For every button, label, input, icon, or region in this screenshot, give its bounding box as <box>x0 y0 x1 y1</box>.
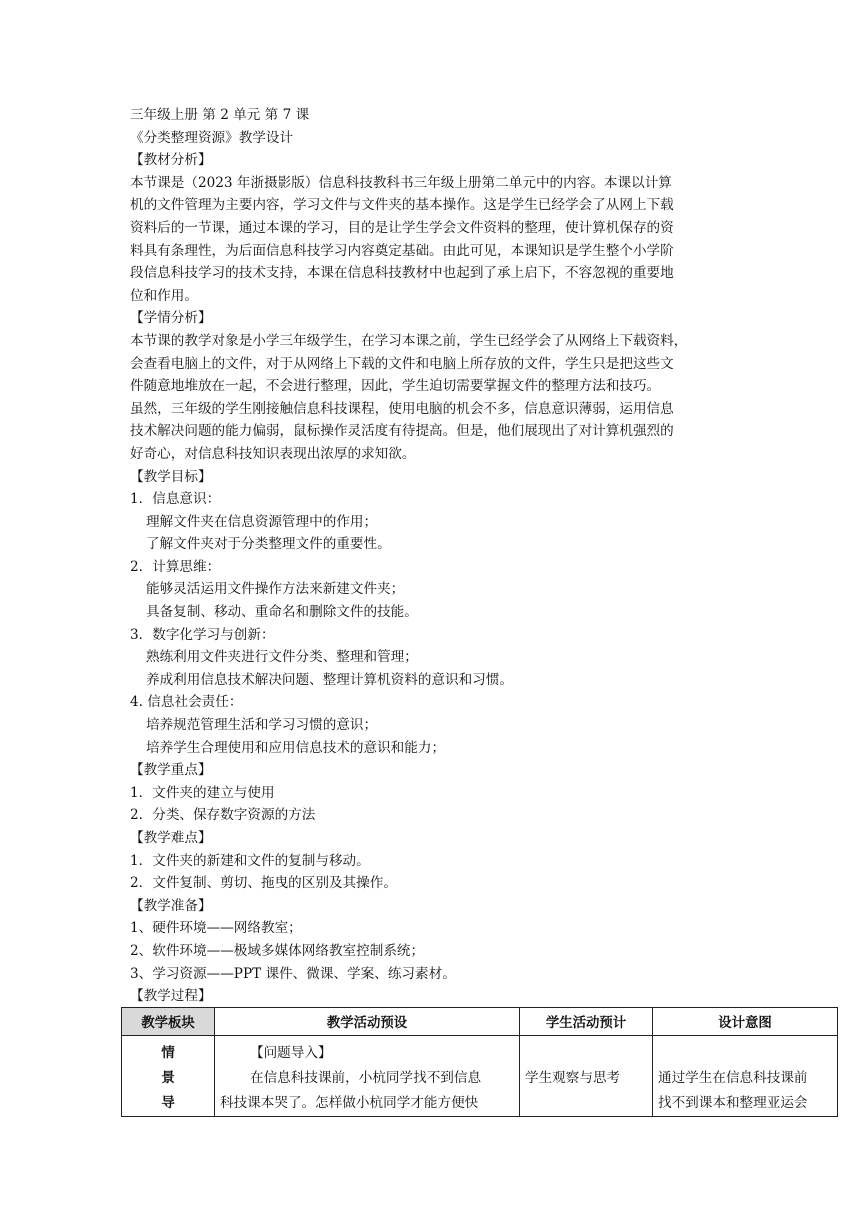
paragraph-line: 资料后的一节课，通过本课的学习，目的是让学生学会文件资料的整理，使计算机保存的资 <box>130 219 674 236</box>
goal-line: 培养学生合理使用和应用信息技术的意识和能力； <box>146 739 446 756</box>
paragraph-line: 料具有条理性，为后面信息科技学习内容奠定基础。由此可见，本课知识是学生整个小学阶 <box>130 242 674 259</box>
goal-line: 熟练利用文件夹进行文件分类、整理和管理； <box>146 649 418 666</box>
document-title: 《分类整理资源》教学设计 <box>130 129 294 146</box>
students-paragraph <box>130 330 740 466</box>
activity-line: 在信息科技课前，小杭同学找不到信息 <box>250 1070 482 1086</box>
activity-heading: 【问题导入】 <box>250 1045 332 1061</box>
paragraph-line: 本节课的教学对象是小学三年级学生，在学习本课之前，学生已经学会了从网络上下载资料， <box>130 332 688 349</box>
key-point-item: 1．文件夹的建立与使用 <box>130 784 275 801</box>
goal-line: 理解文件夹在信息资源管理中的作用； <box>146 513 378 530</box>
block-char: 景 <box>161 1070 175 1086</box>
material-paragraph <box>130 172 740 308</box>
paragraph-line: 件随意地堆放在一起，不会进行整理，因此，学生迫切需要掌握文件的整理方法和技巧。 <box>130 378 661 395</box>
activity-cell <box>215 1036 520 1117</box>
difficulty-item: 2．文件复制、剪切、拖曳的区别及其操作。 <box>130 875 397 892</box>
document-body <box>130 104 740 1008</box>
paragraph-line: 机的文件管理为主要内容，学习文件与文件夹的基本操作。这是学生已经学会了从网上下载 <box>130 197 674 214</box>
teaching-process-table <box>121 1007 838 1117</box>
paragraph-line: 本节课是（2023 年浙摄影版）信息科技教科书三年级上册第二单元中的内容。本课以计算 <box>130 174 672 191</box>
column-header-student: 学生活动预计 <box>520 1008 653 1036</box>
section-heading-process: 【教学过程】 <box>130 988 212 1005</box>
preparation-item: 3、学习资源——PPT 课件、微课、学案、练习素材。 <box>130 965 456 982</box>
key-point-item: 2．分类、保存数字资源的方法 <box>130 807 316 824</box>
goal-line: 养成利用信息技术解决问题、整理计算机资料的意识和习惯。 <box>146 671 514 688</box>
goal-line: 了解文件夹对于分类整理文件的重要性。 <box>146 536 391 553</box>
preparation-item: 2、软件环境——极域多媒体网络教室控制系统； <box>130 942 425 959</box>
section-heading-goals: 【教学目标】 <box>130 468 212 485</box>
block-cell <box>122 1036 215 1117</box>
section-heading-preparation: 【教学准备】 <box>130 897 212 914</box>
paragraph-line: 段信息科技学习的技术支持，本课在信息科技教材中也起到了承上启下，不容忽视的重要地 <box>130 265 674 282</box>
intent-line: 找不到课本和整理亚运会 <box>658 1095 808 1111</box>
intent-line: 通过学生在信息科技课前 <box>658 1070 808 1086</box>
goals-list <box>130 488 740 759</box>
goal-title: 1．信息意识： <box>130 491 221 508</box>
goal-title: 2．计算思维： <box>130 558 221 575</box>
difficulty-item: 1．文件夹的新建和文件的复制与移动。 <box>130 852 370 869</box>
paragraph-line: 会查看电脑上的文件，对于从网络上下载的文件和电脑上所存放的文件，学生只是把这些文 <box>130 355 674 372</box>
column-header-intent: 设计意图 <box>653 1008 838 1036</box>
block-char: 情 <box>161 1045 175 1061</box>
goal-line: 能够灵活运用文件操作方法来新建文件夹； <box>146 581 405 598</box>
course-line: 三年级上册 第 2 单元 第 7 课 <box>130 107 310 123</box>
section-heading-students: 【学情分析】 <box>130 310 212 327</box>
paragraph-line: 虽然，三年级的学生刚接触信息科技课程，使用电脑的机会不多，信息意识薄弱，运用信息 <box>130 400 674 417</box>
design-intent-cell <box>653 1036 838 1117</box>
paragraph-line: 技术解决问题的能力偏弱，鼠标操作灵活度有待提高。但是，他们展现出了对计算机强烈的 <box>130 423 674 440</box>
paragraph-line: 位和作用。 <box>130 287 198 304</box>
goal-line: 培养规范管理生活和学习习惯的意识； <box>146 717 378 734</box>
section-heading-material: 【教材分析】 <box>130 152 212 169</box>
activity-line: 科技课本哭了。怎样做小杭同学才能方便快 <box>220 1095 479 1111</box>
column-header-block: 教学板块 <box>122 1008 215 1036</box>
section-heading-key-points: 【教学重点】 <box>130 762 212 779</box>
block-char: 导 <box>161 1095 175 1111</box>
preparation-item: 1、硬件环境——网络教室； <box>130 920 302 937</box>
section-heading-difficulties: 【教学难点】 <box>130 830 212 846</box>
table-row <box>122 1036 838 1117</box>
goal-title: 3．数字化学习与创新： <box>130 626 275 643</box>
paragraph-line: 好奇心，对信息科技知识表现出浓厚的求知欲。 <box>130 445 416 462</box>
student-activity-cell: 学生观察与思考 <box>520 1036 653 1117</box>
column-header-activity: 教学活动预设 <box>215 1008 520 1036</box>
goal-title: 4. 信息社会责任： <box>130 694 243 711</box>
table-header-row <box>122 1008 838 1036</box>
goal-line: 具备复制、移动、重命名和删除文件的技能。 <box>146 604 418 621</box>
